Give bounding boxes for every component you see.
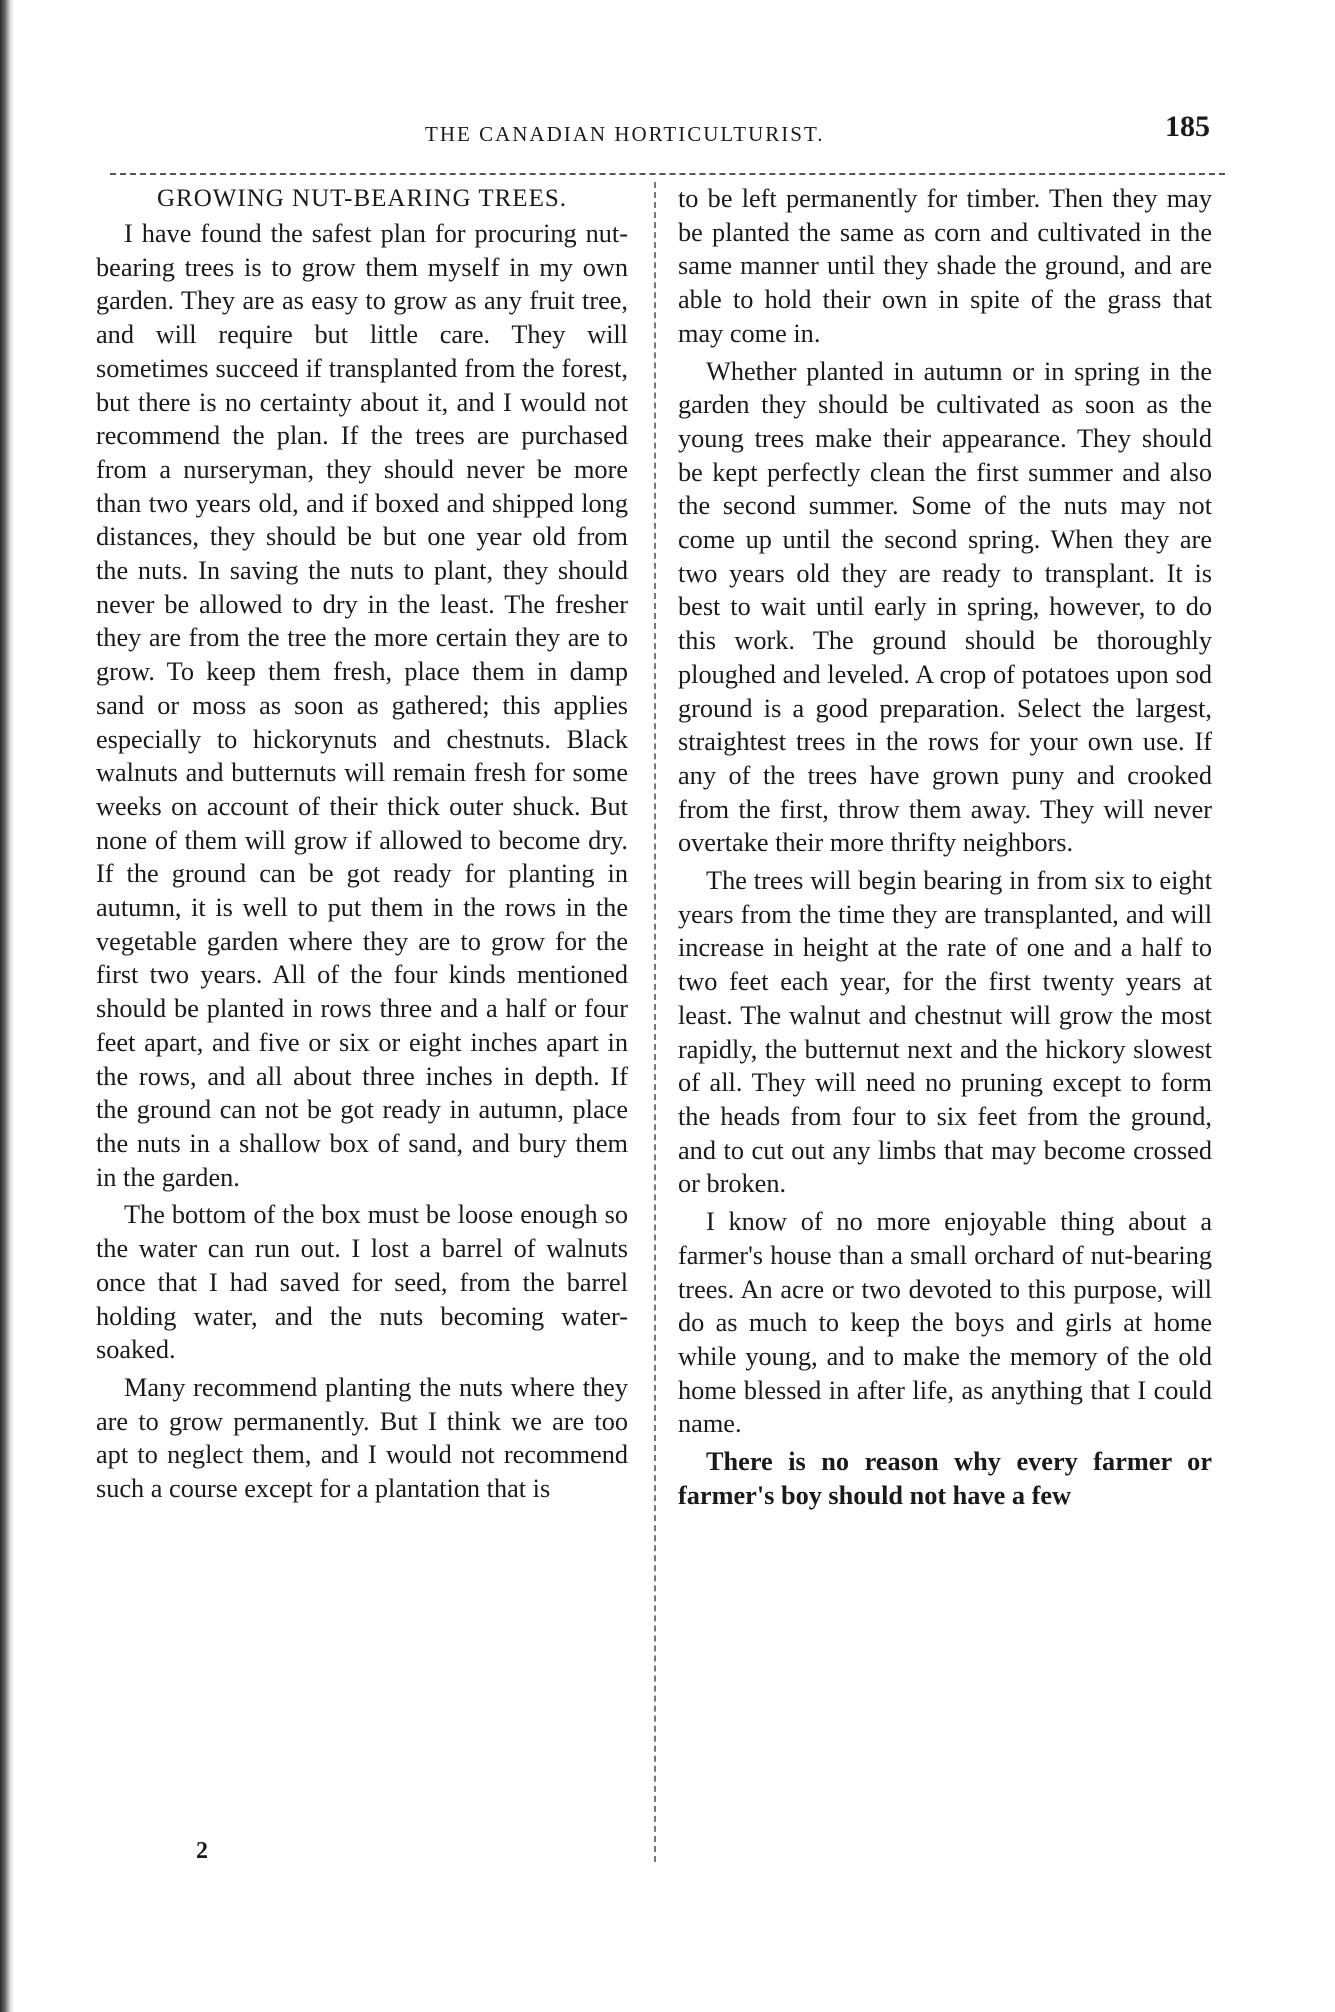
paragraph: Whether planted in autumn or in spring in the garden they should be cultivated as soon as the young trees make their appearance. They should be kept perfectly clean the first summer and also the second summer. Some of the nuts may not come up until the second spring. When they are two years old they are ready to transplant. It is best to wait until early in spring, however, to do this work. The ground should be thoroughly ploughed and leveled. A crop of potatoes upon sod ground is a good preparation. Select the largest, straightest trees in the rows for your own use. If any of the trees have grown puny and crooked from the first, throw them away. They will never overtake their more thrifty neighbors. [678,356,1212,858]
page-number: 185 [1165,110,1210,143]
paragraph: Many recommend planting the nuts where they are to grow permanently. But I think we are too apt to neglect them, and I would not recommend such a course except for a plantation that is [96,1372,628,1504]
left-column [96,182,628,1510]
paragraph: I know of no more enjoyable thing about a farmer's house than a small orchard of nut-bearing trees. An acre or two devoted to this purpose, will do as much to keep the boys and girls at home while young, and to make the memory of the old home blessed in after life, as anything that I could name. [678,1207,1212,1439]
header-rule [110,173,1225,175]
right-column [678,182,1212,1516]
signature-mark: 2 [196,1838,208,1864]
page-header [0,100,1335,160]
scan-edge-shadow [0,0,14,2012]
column-divider [654,182,656,1862]
paragraph: I have found the safest plan for procuring nut-bearing trees is to grow them myself in my own garden. They are as easy to grow as any fruit tree, and will require but little care. They will sometimes succeed if transplanted from the forest, but there is no certainty about it, and I would not recommend the plan. If the trees are purchased from a nurseryman, they should never be more than two years old, and if boxed and shipped long distances, they should be but one year old from the nuts. In saving the nuts to plant, they should never be allowed to dry in the least. The fresher they are from the tree the more certain they are to grow. To keep them fresh, place them in damp sand or moss as soon as gathered; this applies especially to hickorynuts and chestnuts. Black walnuts and butternuts will remain fresh for some weeks on account of their thick outer shuck. But none of them will grow if allowed to become dry. If the ground can be got ready for planting in autumn, it is well to put them in the rows in the vegetable garden where they are to grow for the first two years. All of the four kinds mentioned should be planted in rows three and a half or four feet apart, and five or six or eight inches apart in the rows, and all about three inches in depth. If the ground can not be got ready in autumn, place the nuts in a shallow box of sand, and bury them in the garden. [96,219,628,1192]
running-title: THE CANADIAN HORTICULTURIST. [425,122,825,146]
paragraph: to be left permanently for timber. Then they may be planted the same as corn and cultivated in the same manner until they shade the ground, and are able to hold their own in spite of the grass that may come in. [678,184,1212,348]
paragraph: The bottom of the box must be loose enough so the water can run out. I lost a barrel of walnuts once that I had saved for seed, from the barrel holding water, and the nuts becoming water-soaked. [96,1200,628,1365]
article-heading: GROWING NUT-BEARING TREES. [156,185,568,212]
paragraph: There is no reason why every farmer or farmer's boy should not have a few [678,1447,1212,1510]
paragraph: The trees will begin bearing in from six to eight years from the time they are transplanted, and will increase in height at the rate of one and a half to two feet each year, for the first twenty years at least. The walnut and chestnut will grow the most rapidly, the butternut next and the hickory slowest of all. They will need no pruning except to form the heads from four to six feet from the ground, and to cut out any limbs that may become crossed or broken. [678,866,1212,1199]
